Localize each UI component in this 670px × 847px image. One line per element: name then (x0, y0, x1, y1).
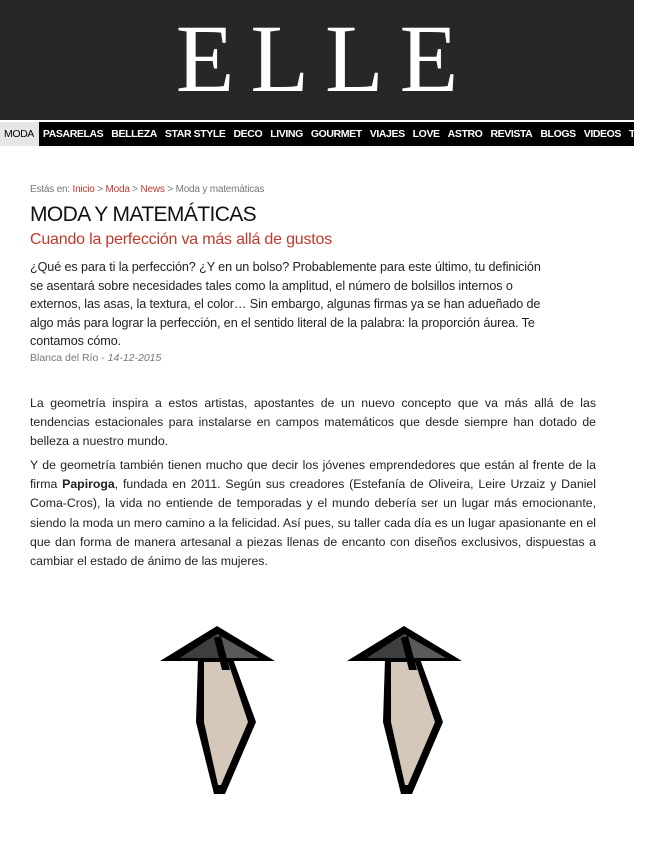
nav-item-star-style[interactable]: STAR STYLE (164, 128, 226, 140)
site-header (0, 0, 634, 120)
nav-item-astro[interactable]: ASTRO (447, 128, 483, 140)
earrings-image (118, 598, 528, 798)
nav-item-living[interactable]: LIVING (270, 128, 303, 140)
nav-item-pasarelas[interactable]: PASARELAS (42, 128, 104, 140)
author-name[interactable]: Blanca del Río (30, 352, 99, 364)
publish-date: 14-12-2015 (107, 352, 162, 364)
breadcrumb-current: Moda y matemáticas (175, 184, 265, 195)
brand-name: Papiroga (62, 477, 115, 492)
main-nav (0, 122, 666, 146)
nav-item-love[interactable]: LOVE (412, 128, 440, 140)
article-subtitle: Cuando la perfección va más allá de gustos (30, 231, 333, 248)
right-earring (347, 626, 462, 794)
article-intro: ¿Qué es para ti la perfección? ¿Y en un bolso? Probablemente para este último, tu definición se asentará sobre necesidades tales como la amplitud, el número de bolsillos internos o externos, las asas, la textura, el color… Sin embargo, algunas firmas ya se han adueñado de algo más para lograr la perfección, en el sentido literal de la palabra: la proporción áurea. Te contamos cómo. (30, 260, 541, 348)
byline-dash: - (101, 352, 108, 364)
breadcrumb-link-moda[interactable]: Moda (105, 184, 130, 195)
breadcrumb-separator: > (132, 184, 138, 195)
article-paragraph: La geometría inspira a estos artistas, apostantes de un nuevo concepto que va más allá de las tendencias estacionales para instalarse en campos matemáticos que desde siempre han dotado de belleza a nuestro mundo. (30, 396, 596, 449)
nav-item-belleza[interactable]: BELLEZA (111, 128, 157, 140)
article-paragraph (30, 456, 596, 571)
breadcrumb (30, 184, 264, 195)
breadcrumb-prefix: Estás en: (30, 184, 70, 195)
nav-item-blogs[interactable]: BLOGS (540, 128, 576, 140)
nav-item-revista[interactable]: REVISTA (490, 128, 533, 140)
paragraph-text: Y de geometría también tienen mucho que decir los jóvenes emprendedores que están al frente de la firma (30, 458, 596, 492)
nav-item-videos[interactable]: VIDEOS (583, 128, 621, 140)
nav-item-deco[interactable]: DECO (233, 128, 263, 140)
nav-item-gourmet[interactable]: GOURMET (310, 128, 362, 140)
article-title: MODA Y MATEMÁTICAS (30, 203, 257, 226)
breadcrumb-link-news[interactable]: News (140, 184, 165, 195)
breadcrumb-link-inicio[interactable]: Inicio (72, 184, 95, 195)
article-byline (30, 352, 161, 364)
breadcrumb-separator: > (97, 184, 103, 195)
left-earring (160, 626, 275, 794)
elle-logo[interactable]: ELLE (175, 5, 475, 112)
nav-item-tienda[interactable]: TIENDA (629, 128, 666, 140)
paragraph-text: , fundada en 2011. Según sus creadores (Estefanía de Oliveira, Leire Urzaiz y Daniel Coma-Cros), la vida no entiende de temporadas y el mundo debería ser un lugar más emocionante, siendo la moda un mero camino a la felicidad. Así pues, su taller cada día es un lugar apasionante en el que dan forma de manera artesanal a piezas llenas de encanto con diseños exclusivos, dispuestas a cambiar el estado de ánimo de las mujeres. (30, 477, 597, 569)
nav-item-moda[interactable]: MODA (0, 122, 39, 146)
breadcrumb-separator: > (167, 184, 173, 195)
nav-item-viajes[interactable]: VIAJES (369, 128, 405, 140)
